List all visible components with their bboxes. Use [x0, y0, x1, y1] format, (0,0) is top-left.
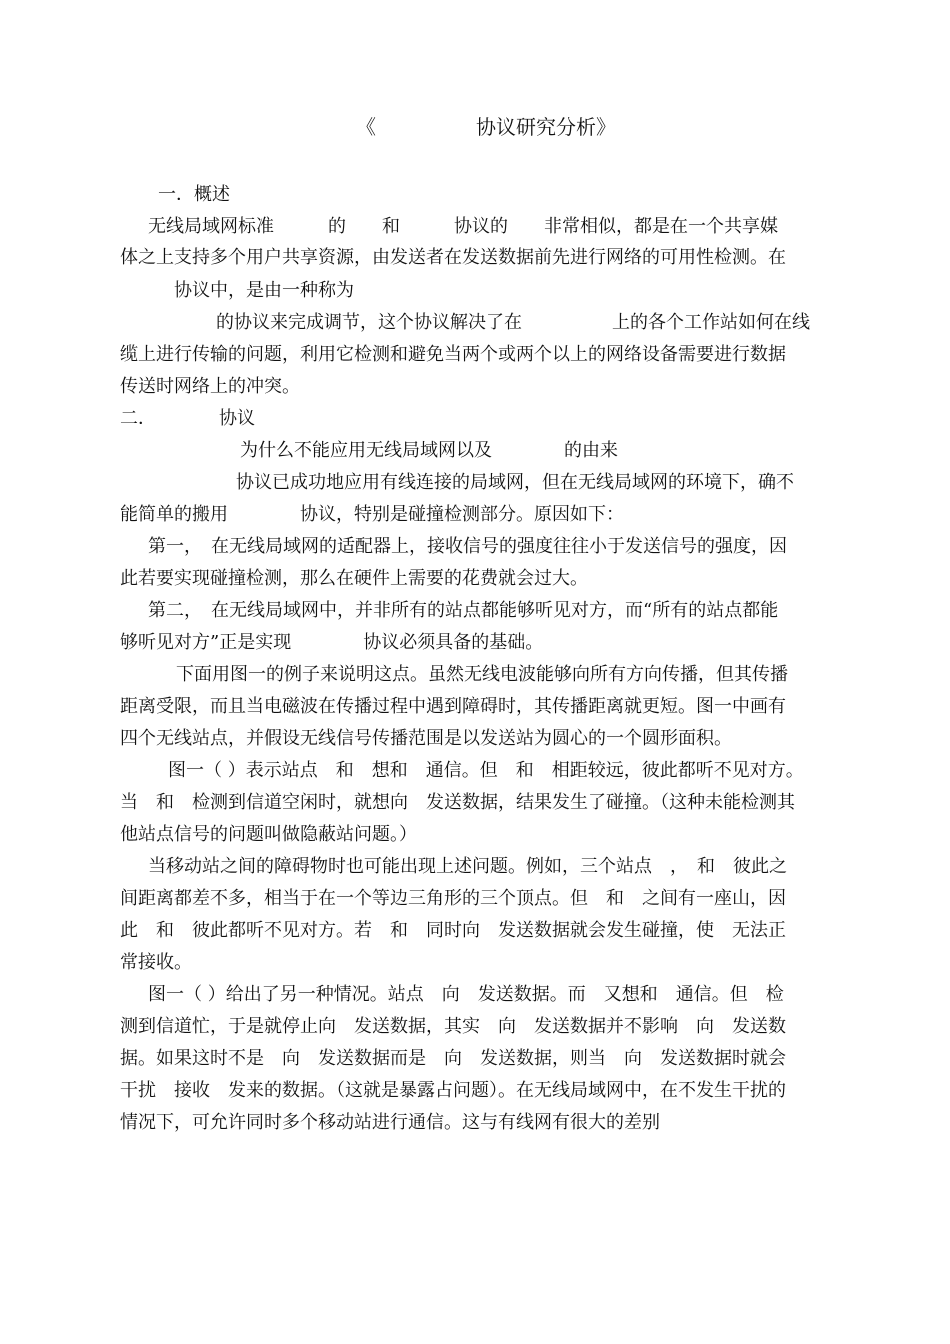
paragraph-line: 能简单的搬用 协议，特别是碰撞检测部分。原因如下：	[120, 504, 624, 525]
paragraph-line: 无线局域网标准 的 和 协议的 非常相似，都是在一个共享媒	[148, 216, 778, 237]
paragraph-line: 距离受限，而且当电磁波在传播过程中遇到障碍时，其传播距离就更短。图一中画有	[120, 696, 786, 717]
document-title: 《 协议研究分析》	[356, 115, 616, 139]
paragraph-line: 据。如果这时不是 向 发送数据而是 向 发送数据，则当 向 发送数据时就会	[120, 1048, 786, 1069]
paragraph-line: 缆上进行传输的问题，利用它检测和避免当两个或两个以上的网络设备需要进行数据	[120, 344, 786, 365]
paragraph-line: 当移动站之间的障碍物时也可能出现上述问题。例如，三个站点 ， 和 彼此之	[148, 856, 787, 877]
paragraph-line: 第一， 在无线局域网的适配器上，接收信号的强度往往小于发送信号的强度，因	[148, 536, 787, 557]
paragraph-line: 第二， 在无线局域网中，并非所有的站点都能够听见对方，而“所有的站点都能	[148, 600, 779, 621]
paragraph-line: 传送时网络上的冲突。	[120, 376, 300, 397]
section-subheading: 为什么不能应用无线局域网以及 的由来	[240, 440, 618, 461]
paragraph-line: 间距离都差不多，相当于在一个等边三角形的三个顶点。但 和 之间有一座山，因	[120, 888, 786, 909]
paragraph-line: 此若要实现碰撞检测，那么在硬件上需要的花费就会过大。	[120, 568, 588, 589]
paragraph-line: 此 和 彼此都听不见对方。若 和 同时向 发送数据就会发生碰撞，使 无法正	[120, 920, 786, 941]
section-heading-protocol: 二． 协议	[120, 408, 255, 429]
paragraph-line: 够听见对方”正是实现 协议必须具备的基础。	[120, 632, 544, 653]
paragraph-line: 常接收。	[120, 952, 192, 973]
paragraph-line: 协议已成功地应用有线连接的局域网，但在无线局域网的环境下，确不	[236, 472, 794, 493]
paragraph-line: 图一（ ）给出了另一种情况。站点 向 发送数据。而 又想和 通信。但 检	[148, 984, 784, 1005]
paragraph-line: 当 和 检测到信道空闲时，就想向 发送数据，结果发生了碰撞。（这种未能检测其	[120, 792, 795, 813]
paragraph-line: 体之上支持多个用户共享资源，由发送者在发送数据前先进行网络的可用性检测。在	[120, 247, 786, 268]
paragraph-line: 下面用图一的例子来说明这点。虽然无线电波能够向所有方向传播，但其传播	[176, 664, 788, 685]
paragraph-line: 的协议来完成调节，这个协议解决了在 上的各个工作站如何在线	[216, 312, 810, 333]
paragraph-line: 干扰 接收 发来的数据。（这就是暴露占问题）。在无线局域网中，在不发生干扰的	[120, 1080, 786, 1101]
paragraph-line: 测到信道忙，于是就停止向 发送数据，其实 向 发送数据并不影响 向 发送数	[120, 1016, 786, 1037]
paragraph-line: 情况下，可允许同时多个移动站进行通信。这与有线网有很大的差别	[120, 1112, 660, 1133]
section-heading-overview: 一．概述	[158, 184, 230, 205]
paragraph-line: 他站点信号的问题叫做隐蔽站问题。）	[120, 824, 417, 845]
paragraph-line: 图一（ ）表示站点 和 想和 通信。但 和 相距较远，彼此都听不见对方。	[168, 760, 804, 781]
paragraph-line: 四个无线站点，并假设无线信号传播范围是以发送站为圆心的一个圆形面积。	[120, 728, 732, 749]
paragraph-line: 协议中，是由一种称为	[174, 280, 354, 301]
